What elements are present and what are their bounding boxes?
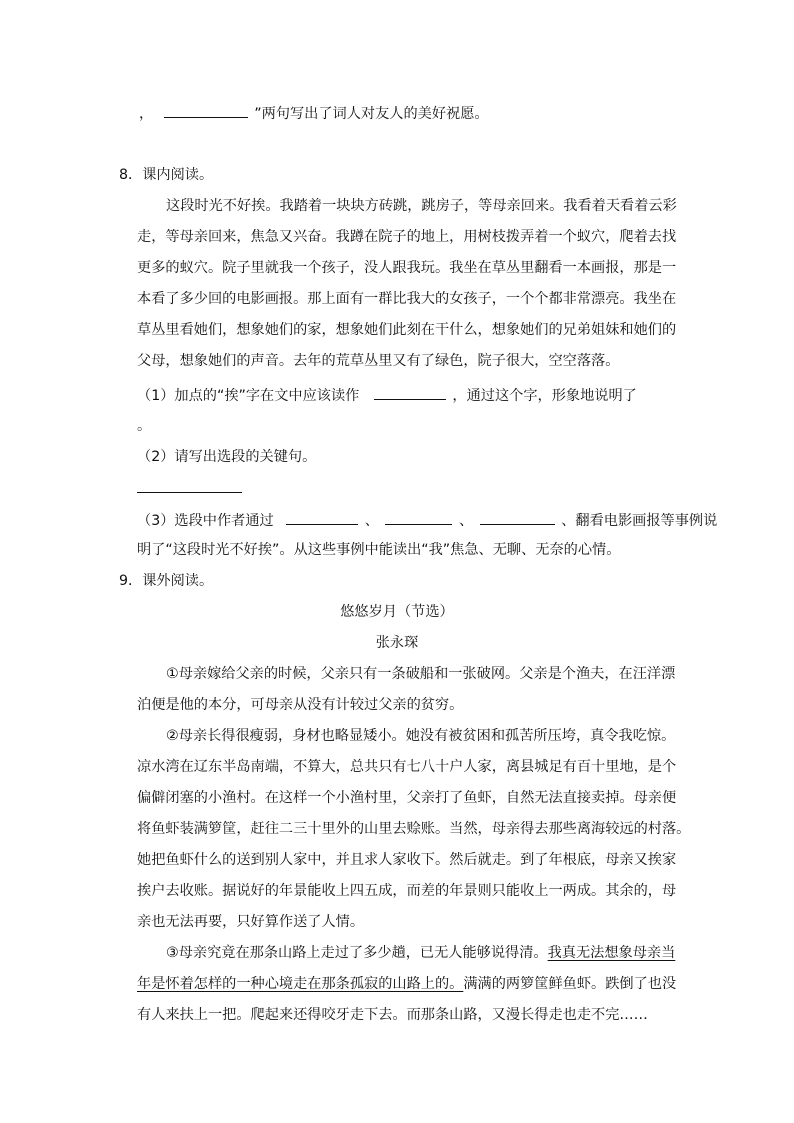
sub3-text-b: 、翻看电影画报等事例说 — [561, 513, 718, 529]
sub1-text-b: ，通过这个字，形象地说明了 — [452, 388, 637, 404]
passage-line: 草丛里看她们，想象她们的家，想象她们此刻在干什么，想象她们的兄弟姐妹和她们的 — [137, 322, 677, 338]
paragraph-line: 将鱼虾装满箩筐，赶往二三十里外的山里去赊账。当然，母亲得去那些离海较远的村落。 — [137, 821, 691, 837]
question-8-header: 8．课内阅读。 — [119, 167, 214, 183]
answer-blank[interactable] — [286, 510, 358, 525]
p3-text: ③母亲究竟在那条山路上走过了多少趟，已无人能够说得清。 — [166, 945, 548, 961]
passage-line: 这段时光不好挨。我踏着一块块方砖跳，跳房子，等母亲回来。我看着天看着云彩 — [166, 198, 677, 214]
underlined-sentence: 年是怀着怎样的一种心境走在那条孤寂的山路上的。 — [137, 976, 464, 992]
q8-sub3-cont: 明了“这段时光不好挨”。从这些事例中能读出“我”焦急、无聊、无奈的心情。 — [137, 542, 621, 558]
passage-line: 父母，想象她们的声音。去年的荒草丛里又有了绿色，院子很大，空空落落。 — [137, 353, 620, 369]
paragraph-line: 她把鱼虾什么的送到别人家中，并且求人家收下。然后就走。到了年根底，母亲又挨家 — [137, 852, 677, 868]
paragraph-line: 有人来扶上一把。爬起来还得咬牙走下去。而那条山路，又漫长得走也走不完…… — [137, 1007, 648, 1023]
answer-blank[interactable] — [374, 385, 446, 400]
question-9-header: 9．课外阅读。 — [119, 573, 214, 589]
q7-tail-line — [139, 103, 489, 124]
separator: 、 — [458, 513, 474, 529]
p3-text: 满满的两箩筐鲜鱼虾。跌倒了也没 — [463, 976, 677, 992]
q8-sub3 — [137, 510, 717, 531]
article-author: 张永琛 — [375, 635, 419, 651]
paragraph-line: 亲也无法再要，只好算作送了人情。 — [137, 914, 365, 930]
paragraph-line — [166, 943, 675, 963]
q8-sub2: （2）请写出选段的关键句。 — [137, 449, 317, 465]
answer-blank[interactable] — [385, 510, 452, 525]
answer-blank[interactable] — [480, 510, 555, 525]
article-title: 悠悠岁月（节选） — [340, 604, 454, 620]
underlined-sentence: 我真无法想象母亲当 — [547, 945, 676, 961]
separator: 、 — [364, 513, 379, 529]
q8-sub1-end: 。 — [137, 418, 152, 434]
paragraph-line: 偏僻闭塞的小渔村。在这样一个小渔村里，父亲打了鱼虾，自然无法直接卖掉。母亲便 — [137, 790, 677, 806]
q7-suffix: ”两句写出了词人对友人的美好祝愿。 — [254, 106, 489, 122]
paragraph-line: 泊便是他的本分，可母亲从没有计较过父亲的贫穷。 — [137, 697, 464, 713]
passage-line: 本看了多少回的电影画报。那上面有一群比我大的女孩子，一个个都非常漂亮。我坐在 — [137, 291, 677, 307]
answer-blank[interactable] — [164, 103, 248, 118]
paragraph-line: 挨户去收账。据说好的年景能收上四五成，而差的年景则只能收上一两成。其余的，母 — [137, 883, 677, 899]
passage-line: 更多的蚁穴。院子里就我一个孩子，没人跟我玩。我坐在草丛里翻看一本画报，那是一 — [137, 260, 677, 276]
sub3-text-a: （3）选段中作者通过 — [137, 513, 274, 529]
q7-prefix: ， — [139, 106, 154, 122]
paragraph-line: ②母亲长得很瘦弱，身材也略显矮小。她没有被贫困和孤苦所压垮，真令我吃惊。 — [166, 728, 676, 744]
sub1-text-a: （1）加点的“挨”字在文中应该读作 — [137, 388, 360, 404]
paragraph-line: 凉水湾在辽东半岛南端，不算大，总共只有七八十户人家，离县城足有百十里地，是个 — [137, 759, 677, 775]
answer-blank-line[interactable] — [137, 492, 242, 493]
paragraph-line — [137, 974, 676, 994]
passage-line: 走，等母亲回来，焦急又兴奋。我蹲在院子的地上，用树枝拨弄着一个蚁穴，爬着去找 — [137, 229, 677, 245]
paragraph-line: ①母亲嫁给父亲的时候，父亲只有一条破船和一张破网。父亲是个渔夫，在汪洋漂 — [166, 666, 676, 682]
q8-sub1 — [137, 385, 637, 406]
